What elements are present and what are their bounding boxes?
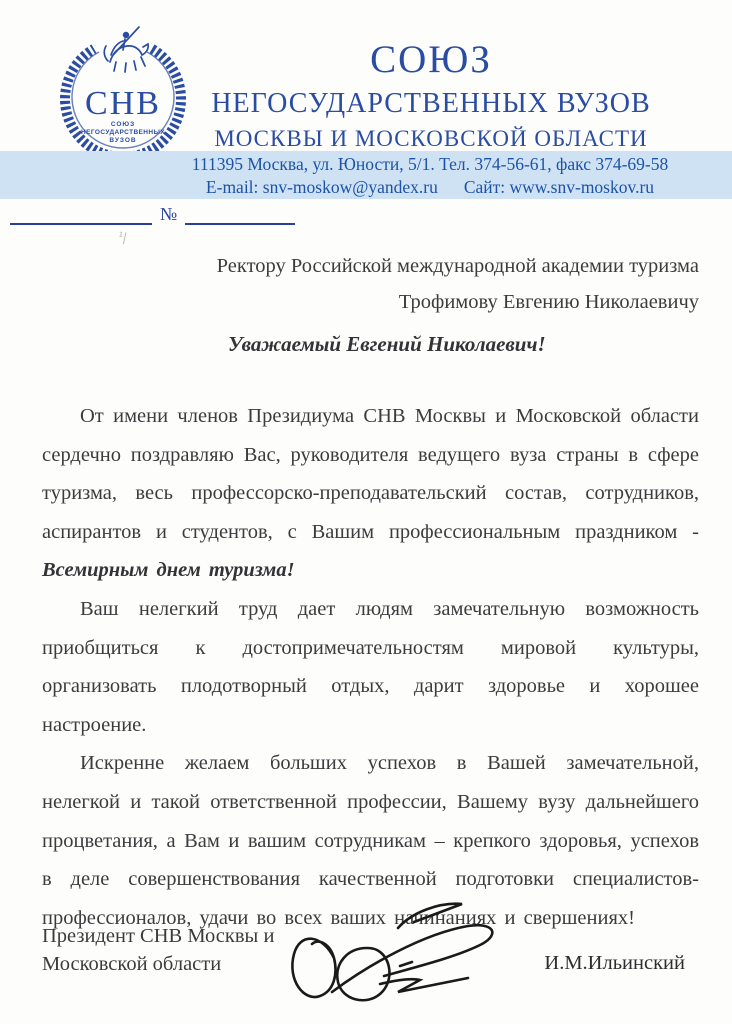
handwritten-signature — [272, 896, 517, 1021]
salutation: Уважаемый Евгений Николаевич! — [228, 332, 546, 356]
letter-body — [42, 397, 699, 937]
reference-line — [10, 204, 295, 228]
contact-line — [128, 176, 732, 199]
email-text: E-mail: snv-moskow@yandex.ru — [205, 177, 438, 197]
paragraph-2: Ваш нелегкий труд дает людям замечательную возможность приобщиться к достопримечательностям мировой культуры, организовать плодотворный отдых, дарит здоровье и хорошее настроение. — [42, 597, 699, 736]
logo-acronym: СНВ — [85, 85, 161, 122]
signer-name: И.М.Ильинский — [544, 952, 685, 974]
recipient-line2: Трофимову Евгению Николаевичу — [398, 291, 699, 313]
paragraph-1-text: От имени членов Президиума СНВ Москвы и Московской области сердечно поздравляю Вас, руководителя ведущего вуза страны в сфере туризма, весь профессорско-преподавательский состав, сотрудников, аспирантов и студентов, с Вашим профессиональным праздником - — [42, 405, 699, 543]
logo-caption-line2: НЕГОСУДАРСТВЕННЫХ — [81, 129, 165, 136]
org-name-line2: НЕГОСУДАРСТВЕННЫХ ВУЗОВ — [211, 87, 651, 119]
logo-caption-line1: СОЮЗ — [110, 121, 136, 128]
date-blank-field — [10, 205, 152, 225]
website-text: Сайт: www.snv-moskov.ru — [463, 177, 655, 197]
signer-position-line1: Президент СНВ Москвы и — [42, 925, 275, 947]
organization-title-block — [140, 40, 722, 151]
recipient-block — [42, 248, 699, 320]
paragraph-3: Искренне желаем больших успехов в Вашей замечательной, нелегкой и такой ответственной профессии, Вашему вузу дальнейшего процветания, а Вам и вашим сотрудникам – крепкого здоровья, успехов в деле совершенствования качественной подготовки специалистов-профессионалов, удачи во всех ваших начинаниях и свершениях! — [42, 752, 699, 929]
paragraph-1-emphasis: Всемирным днем туризма! — [42, 559, 295, 582]
letter-content — [42, 248, 699, 937]
recipient-line1: Ректору Российской международной академии туризма — [216, 255, 699, 277]
logo-caption-line3: ВУЗОВ — [109, 137, 137, 144]
org-name-line1: СОЮЗ — [370, 38, 492, 81]
address-strip — [0, 151, 732, 199]
org-name-line3: МОСКВЫ И МОСКОВСКОЙ ОБЛАСТИ — [214, 126, 648, 152]
signer-position-line2: Московской области — [42, 953, 222, 975]
pencil-annotation: ¹| — [116, 229, 129, 245]
paragraph-1 — [42, 397, 699, 590]
number-sign: № — [160, 204, 178, 224]
address-line: 111395 Москва, ул. Юности, 5/1. Тел. 374-56-61, факс 374-69-58 — [191, 154, 669, 174]
signer-position — [42, 922, 274, 978]
number-blank-field — [185, 205, 295, 225]
signature-block — [42, 916, 699, 1021]
